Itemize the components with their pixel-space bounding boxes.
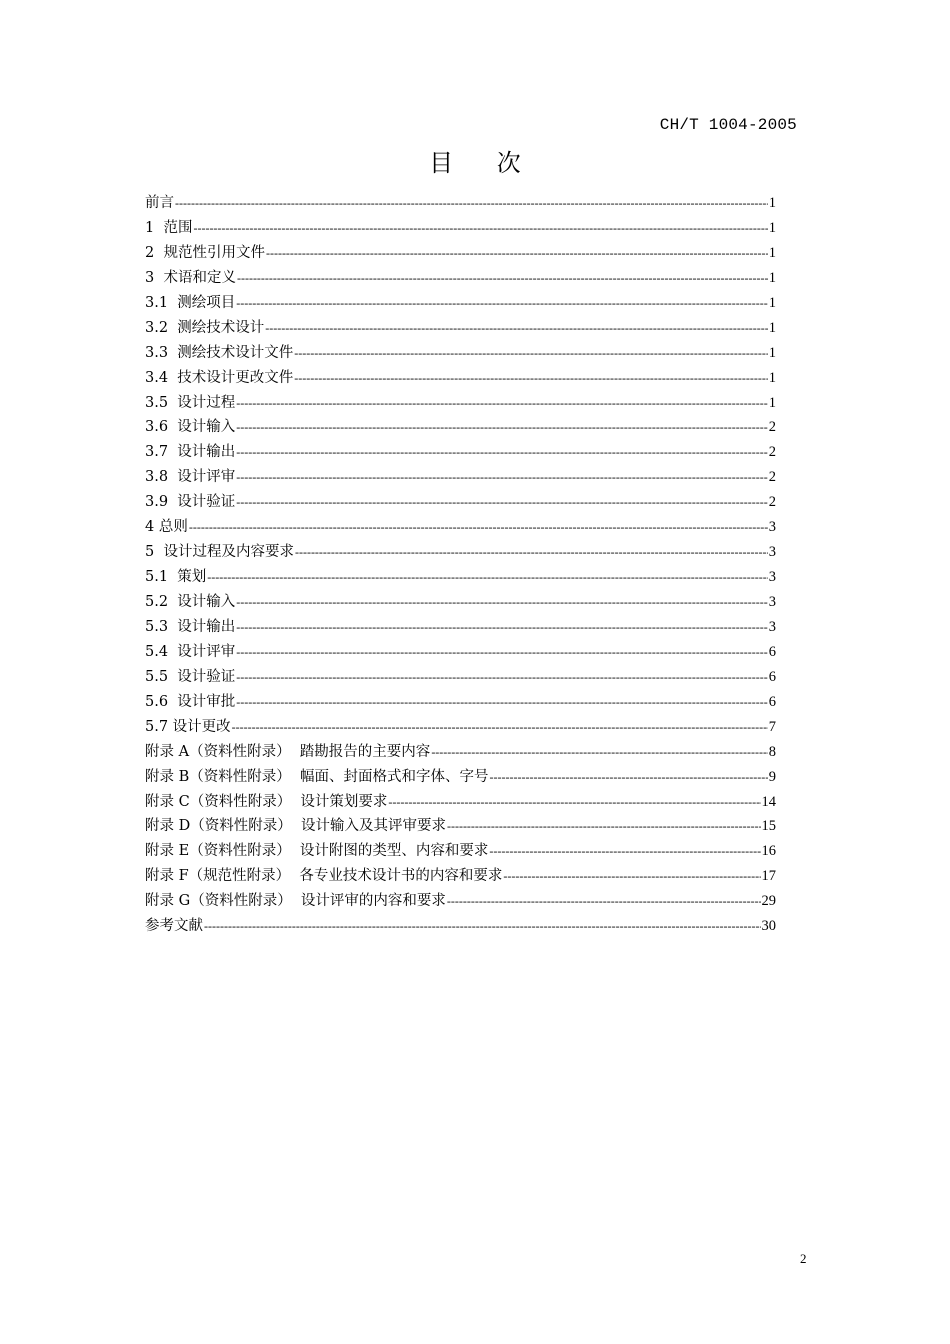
toc-entry-label: 1 范围 <box>145 219 193 236</box>
page-number: 2 <box>800 1251 807 1266</box>
toc-entry-label: 5.6 设计审批 <box>145 693 236 710</box>
toc-entry-label: 3.8 设计评审 <box>145 469 236 486</box>
toc-entry-label: 3.5 设计过程 <box>145 394 236 411</box>
toc-entry-label: 5.7 设计更改 <box>145 718 231 735</box>
toc-entry-page: 3 <box>768 519 776 536</box>
toc-entry[interactable] <box>145 415 776 440</box>
toc-dot-leader <box>447 819 761 834</box>
toc-entry-label: 附录 E（资料性附录） 设计附图的类型、内容和要求 <box>145 843 489 860</box>
toc-entry-label: 5 设计过程及内容要求 <box>145 544 294 561</box>
toc-entry-label: 3 术语和定义 <box>145 269 236 286</box>
toc-entry[interactable] <box>145 266 776 291</box>
toc-entry-label: 5.4 设计评审 <box>145 643 236 660</box>
toc-entry[interactable] <box>145 615 776 640</box>
toc-entry[interactable] <box>145 465 776 490</box>
toc-entry-page: 7 <box>768 718 776 735</box>
toc-dot-leader <box>193 221 767 236</box>
toc-dot-leader <box>232 720 768 735</box>
page-title: 目 次 <box>429 149 539 177</box>
toc-entry[interactable] <box>145 790 776 815</box>
toc-dot-leader <box>447 894 761 909</box>
toc-dot-leader <box>236 495 767 510</box>
toc-dot-leader <box>236 396 767 411</box>
toc-entry-page: 1 <box>768 219 776 236</box>
toc-entry-page: 1 <box>768 269 776 286</box>
toc-entry[interactable] <box>145 740 776 765</box>
toc-entry-page: 14 <box>761 793 776 810</box>
toc-entry-page: 1 <box>768 369 776 386</box>
toc-entry[interactable] <box>145 839 776 864</box>
toc-entry[interactable] <box>145 540 776 565</box>
toc-dot-leader <box>236 645 767 660</box>
toc-entry-page: 2 <box>768 444 776 461</box>
toc-entry[interactable] <box>145 291 776 316</box>
toc-entry-page: 6 <box>768 693 776 710</box>
toc-entry[interactable] <box>145 765 776 790</box>
toc-entry-label: 3.1 测绘项目 <box>145 294 236 311</box>
toc-entry[interactable] <box>145 914 776 939</box>
toc-entry[interactable] <box>145 341 776 366</box>
toc-entry[interactable] <box>145 366 776 391</box>
toc-entry-page: 6 <box>768 643 776 660</box>
toc-entry-page: 1 <box>768 319 776 336</box>
toc-entry-label: 参考文献 <box>145 918 203 935</box>
toc-entry-label: 3.3 测绘技术设计文件 <box>145 344 294 361</box>
toc-entry-label: 附录 B（资料性附录） 幅面、封面格式和字体、字号 <box>145 768 489 785</box>
toc-dot-leader <box>236 620 767 635</box>
toc-entry[interactable] <box>145 640 776 665</box>
toc-entry-label: 5.5 设计验证 <box>145 668 236 685</box>
toc-entry[interactable] <box>145 391 776 416</box>
toc-entry-page: 6 <box>768 668 776 685</box>
toc-entry-page: 15 <box>761 818 776 835</box>
toc-entry[interactable] <box>145 715 776 740</box>
toc-entry-label: 3.4 技术设计更改文件 <box>145 369 294 386</box>
toc-entry-label: 3.7 设计输出 <box>145 444 236 461</box>
toc-dot-leader <box>236 695 767 710</box>
toc-entry[interactable] <box>145 241 776 266</box>
toc-entry-page: 29 <box>761 893 776 910</box>
toc-entry-page: 1 <box>768 195 776 211</box>
toc-dot-leader <box>204 919 761 934</box>
table-of-contents <box>145 191 776 939</box>
toc-entry[interactable] <box>145 191 776 216</box>
standard-code: CH/T 1004-2005 <box>659 116 797 134</box>
toc-dot-leader <box>265 321 767 336</box>
toc-dot-leader <box>294 371 767 386</box>
toc-entry-page: 1 <box>768 394 776 411</box>
toc-dot-leader <box>489 770 767 785</box>
toc-dot-leader <box>236 445 767 460</box>
toc-entry-label: 前言 <box>145 195 174 211</box>
toc-entry-label: 4 总则 <box>145 519 188 536</box>
toc-entry-page: 2 <box>768 419 776 436</box>
toc-entry-label: 附录 C（资料性附录） 设计策划要求 <box>145 793 388 810</box>
toc-entry[interactable] <box>145 440 776 465</box>
toc-dot-leader <box>237 271 768 286</box>
toc-entry-page: 3 <box>768 569 776 586</box>
toc-entry[interactable] <box>145 814 776 839</box>
toc-dot-leader <box>236 420 767 435</box>
toc-dot-leader <box>236 296 767 311</box>
toc-entry-page: 9 <box>768 768 776 785</box>
toc-entry-page: 30 <box>761 918 776 935</box>
toc-dot-leader <box>431 745 767 760</box>
toc-entry-label: 附录 D（资料性附录） 设计输入及其评审要求 <box>145 818 446 835</box>
toc-entry-label: 3.6 设计输入 <box>145 419 236 436</box>
toc-entry-page: 2 <box>768 494 776 511</box>
toc-entry-label: 3.9 设计验证 <box>145 494 236 511</box>
toc-entry[interactable] <box>145 565 776 590</box>
toc-dot-leader <box>236 470 767 485</box>
toc-entry[interactable] <box>145 665 776 690</box>
toc-entry-page: 2 <box>768 469 776 486</box>
toc-entry-label: 3.2 测绘技术设计 <box>145 319 265 336</box>
toc-entry-page: 16 <box>761 843 776 860</box>
toc-dot-leader <box>175 196 768 211</box>
toc-entry[interactable] <box>145 515 776 540</box>
toc-entry-label: 5.3 设计输出 <box>145 618 236 635</box>
toc-entry[interactable] <box>145 889 776 914</box>
toc-dot-leader <box>189 520 768 535</box>
toc-entry-page: 8 <box>768 743 776 760</box>
toc-dot-leader <box>503 869 760 884</box>
toc-dot-leader <box>489 844 760 859</box>
toc-entry-page: 3 <box>768 618 776 635</box>
toc-entry[interactable] <box>145 590 776 615</box>
toc-dot-leader <box>266 246 768 261</box>
toc-entry[interactable] <box>145 490 776 515</box>
toc-dot-leader <box>207 570 767 585</box>
toc-entry-label: 2 规范性引用文件 <box>145 244 265 261</box>
toc-entry[interactable] <box>145 316 776 341</box>
toc-entry-label: 附录 F（规范性附录） 各专业技术设计书的内容和要求 <box>145 868 503 885</box>
toc-entry-page: 3 <box>768 544 776 561</box>
toc-entry-page: 1 <box>768 344 776 361</box>
toc-entry-label: 5.1 策划 <box>145 569 207 586</box>
toc-entry-page: 1 <box>768 294 776 311</box>
toc-dot-leader <box>294 346 767 361</box>
toc-entry[interactable] <box>145 216 776 241</box>
toc-dot-leader <box>236 595 767 610</box>
toc-entry[interactable] <box>145 864 776 889</box>
toc-entry-page: 17 <box>761 868 776 885</box>
toc-dot-leader <box>295 545 768 560</box>
toc-entry-page: 1 <box>768 244 776 261</box>
toc-entry[interactable] <box>145 690 776 715</box>
toc-entry-label: 附录 A（资料性附录） 踏勘报告的主要内容 <box>145 743 431 760</box>
toc-dot-leader <box>388 795 760 810</box>
toc-dot-leader <box>236 670 767 685</box>
toc-entry-label: 5.2 设计输入 <box>145 594 236 610</box>
toc-entry-page: 3 <box>768 594 776 610</box>
toc-entry-label: 附录 G（资料性附录） 设计评审的内容和要求 <box>145 893 446 910</box>
